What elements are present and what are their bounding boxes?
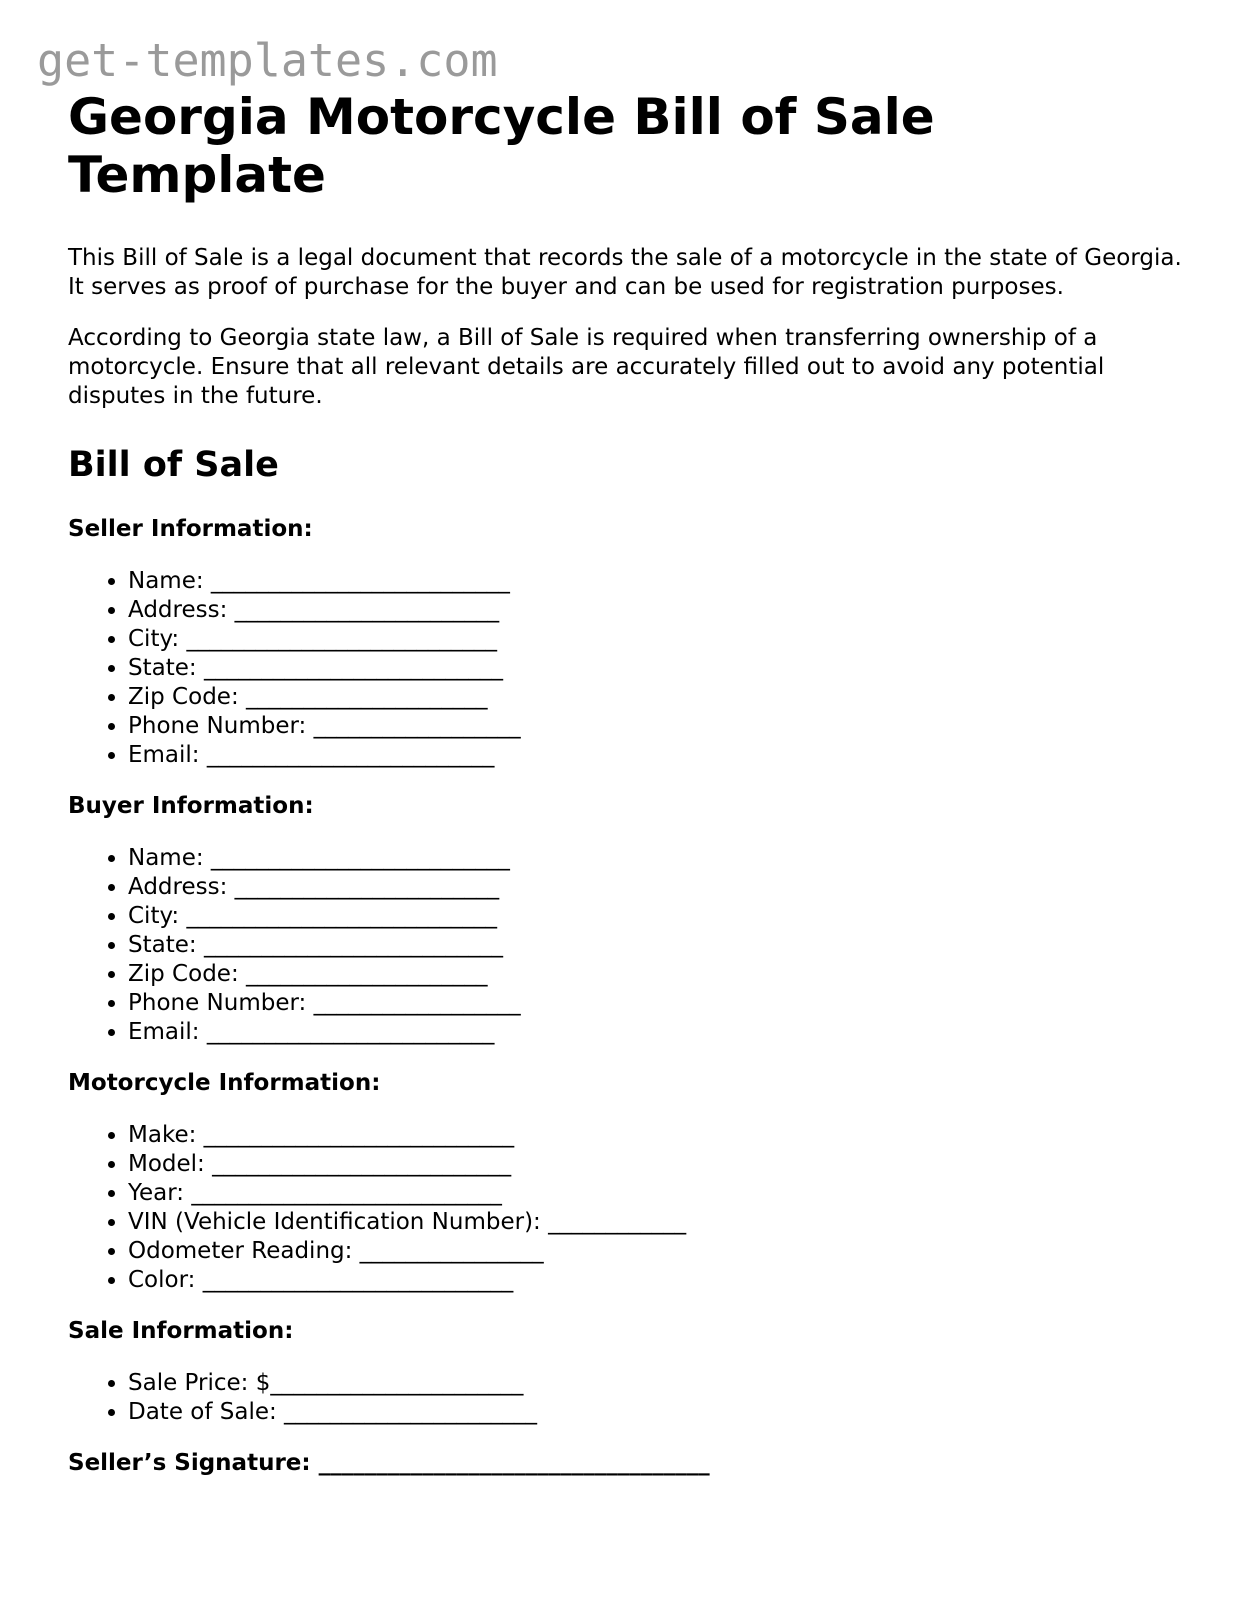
buyer-phone-field[interactable]: • Phone Number: __________________ — [128, 989, 1188, 1018]
buyer-field-list — [68, 844, 1188, 1047]
motorcycle-color-field[interactable]: • Color: ___________________________ — [128, 1266, 1188, 1295]
seller-field-list — [68, 567, 1188, 770]
seller-name-field[interactable]: • Name: __________________________ — [128, 567, 1188, 596]
buyer-address-field[interactable]: • Address: _______________________ — [128, 873, 1188, 902]
seller-email-field[interactable]: • Email: _________________________ — [128, 741, 1188, 770]
page-title: Georgia Motorcycle Bill of Sale Template — [68, 88, 935, 204]
sale-heading: Sale Information: — [68, 1318, 294, 1344]
seller-state-field[interactable]: • State: __________________________ — [128, 654, 1188, 683]
motorcycle-year-field[interactable]: • Year: ___________________________ — [128, 1179, 1188, 1208]
seller-zip-field[interactable]: • Zip Code: _____________________ — [128, 683, 1188, 712]
sale-price-field[interactable]: • Sale Price: $______________________ — [128, 1369, 1188, 1398]
seller-address-field[interactable]: • Address: _______________________ — [128, 596, 1188, 625]
site-watermark: get-templates.com — [37, 34, 498, 87]
buyer-zip-field[interactable]: • Zip Code: _____________________ — [128, 960, 1188, 989]
seller-signature-field[interactable]: Seller’s Signature: __________________________________ — [68, 1450, 710, 1476]
buyer-name-field[interactable]: • Name: __________________________ — [128, 844, 1188, 873]
seller-city-field[interactable]: • City: ___________________________ — [128, 625, 1188, 654]
seller-heading: Seller Information: — [68, 516, 313, 542]
seller-phone-field[interactable]: • Phone Number: __________________ — [128, 712, 1188, 741]
section-title: Bill of Sale — [68, 445, 279, 485]
motorcycle-make-field[interactable]: • Make: ___________________________ — [128, 1121, 1188, 1150]
buyer-state-field[interactable]: • State: __________________________ — [128, 931, 1188, 960]
motorcycle-vin-field[interactable]: • VIN (Vehicle Identification Number): ____________ — [128, 1208, 1188, 1237]
document-body — [68, 88, 1188, 1478]
buyer-heading: Buyer Information: — [68, 793, 314, 819]
motorcycle-heading: Motorcycle Information: — [68, 1070, 381, 1096]
motorcycle-field-list — [68, 1121, 1188, 1295]
intro-paragraph: This Bill of Sale is a legal document that records the sale of a motorcycle in the state of Georgia. It serves as proof of purchase for the buyer and can be used for registration purposes. — [68, 245, 1182, 300]
intro-paragraph: According to Georgia state law, a Bill of Sale is required when transferring ownership of a motorcycle. Ensure that all relevant details are accurately filled out to avoid any potential disputes in the future. — [68, 325, 1105, 409]
sale-field-list — [68, 1369, 1188, 1427]
buyer-city-field[interactable]: • City: ___________________________ — [128, 902, 1188, 931]
buyer-email-field[interactable]: • Email: _________________________ — [128, 1018, 1188, 1047]
motorcycle-odometer-field[interactable]: • Odometer Reading: ________________ — [128, 1237, 1188, 1266]
sale-date-field[interactable]: • Date of Sale: ______________________ — [128, 1398, 1188, 1427]
motorcycle-model-field[interactable]: • Model: __________________________ — [128, 1150, 1188, 1179]
